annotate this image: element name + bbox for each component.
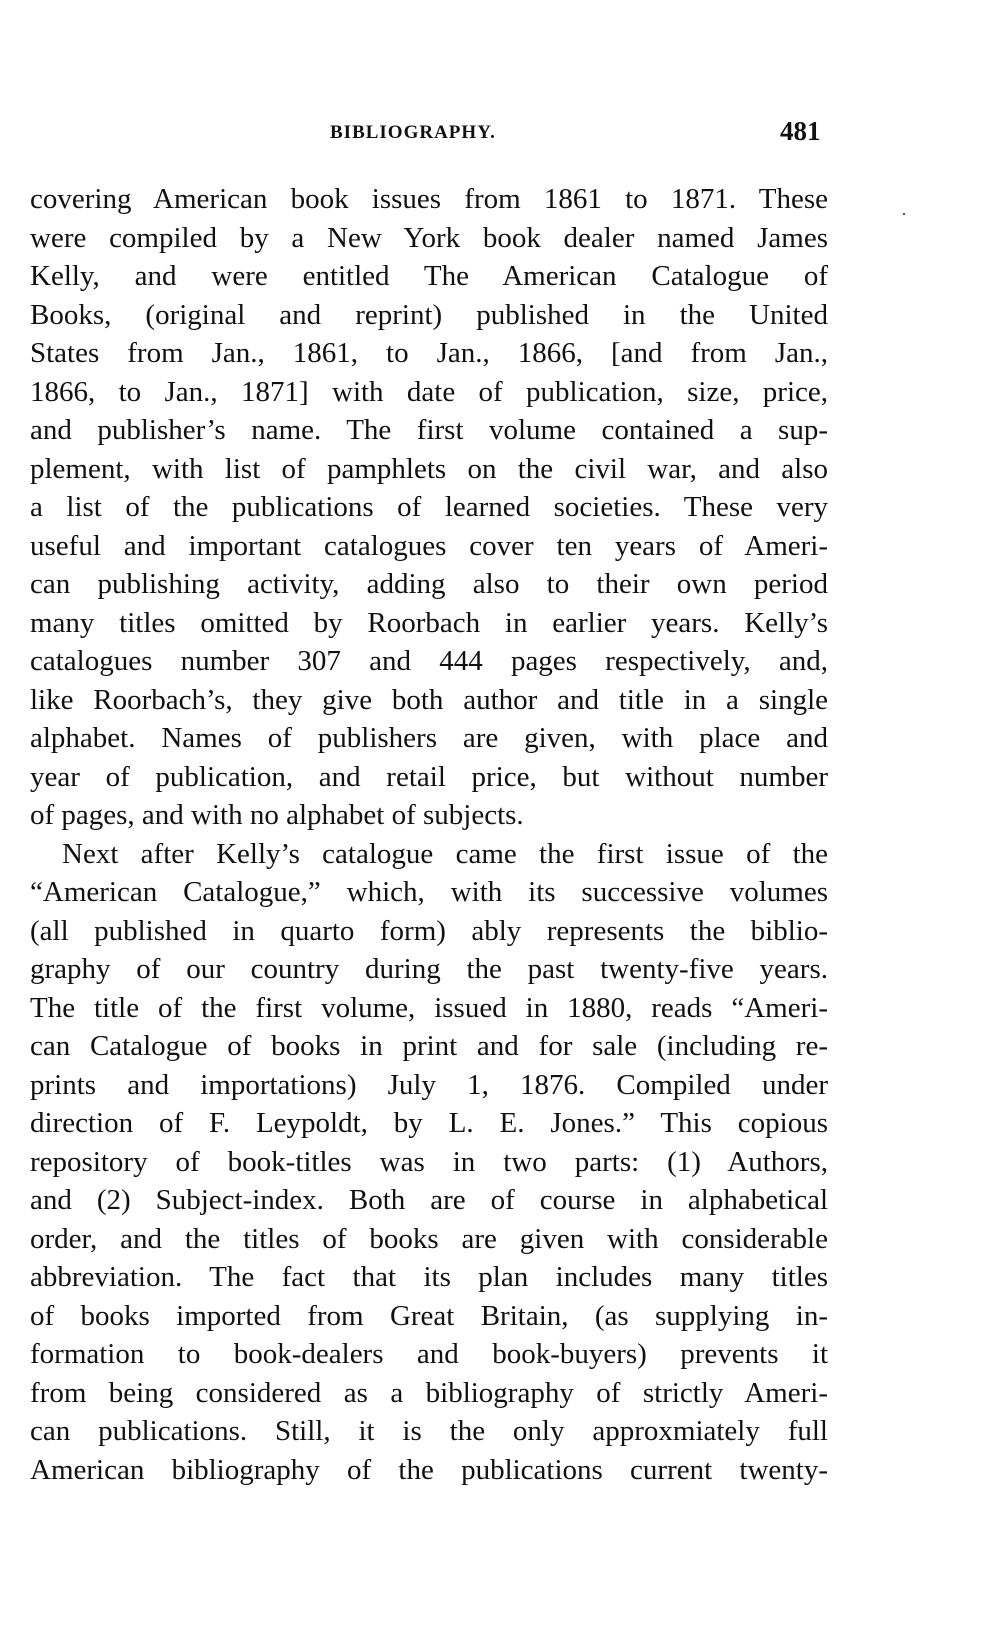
text-line: direction of F. Leypoldt, by L. E. Jones.” This copious <box>30 1107 828 1139</box>
text-line: abbreviation. The fact that its plan includes many titles <box>30 1261 828 1293</box>
text-line: and publisher’s name. The first volume contained a sup- <box>30 414 828 446</box>
text-line: The title of the first volume, issued in 1880, reads “Ameri- <box>30 991 828 1024</box>
text-line: Next after Kelly’s catalogue came the first issue of the <box>62 837 828 870</box>
text-line: States from Jan., 1861, to Jan., 1866, [and from Jan., <box>30 337 828 369</box>
text-line: a list of the publications of learned societies. These very <box>30 491 828 523</box>
text-line: useful and important catalogues cover ten years of Ameri- <box>30 529 828 562</box>
text-line: plement, with list of pamphlets on the civil war, and also <box>30 452 828 485</box>
text-line: prints and importations) July 1, 1876. Compiled under <box>30 1068 828 1101</box>
text-line: year of publication, and retail price, but without number <box>30 760 828 793</box>
text-line: repository of book-titles was in two parts: (1) Authors, <box>30 1145 828 1178</box>
text-line: and (2) Subject-index. Both are of course in alphabetical <box>30 1184 828 1216</box>
text-line: can publications. Still, it is the only approxmiately full <box>30 1415 828 1447</box>
text-line: can Catalogue of books in print and for sale (including re- <box>30 1030 828 1062</box>
text-line: 1866, to Jan., 1871] with date of publication, size, price, <box>30 375 828 408</box>
text-line: can publishing activity, adding also to their own period <box>30 568 828 600</box>
text-line: “American Catalogue,” which, with its successive volumes <box>30 876 828 908</box>
text-line: American bibliography of the publications current twenty- <box>30 1453 828 1486</box>
text-line: catalogues number 307 and 444 pages respectively, and, <box>30 645 828 677</box>
text-line: were compiled by a New York book dealer named James <box>30 221 828 254</box>
text-line: many titles omitted by Roorbach in earlier years. Kelly’s <box>30 606 828 639</box>
text-line: alphabet. Names of publishers are given, with place and <box>30 722 828 754</box>
running-head: BIBLIOGRAPHY. <box>330 122 496 143</box>
text-line: like Roorbach’s, they give both author and title in a single <box>30 683 828 716</box>
body-text <box>30 180 828 1489</box>
text-line: Kelly, and were entitled The American Catalogue of <box>30 260 828 292</box>
text-line: covering American book issues from 1861 to 1871. These <box>30 183 828 215</box>
text-line: (all published in quarto form) ably represents the biblio- <box>30 914 828 947</box>
text-line: order, and the titles of books are given with considerable <box>30 1222 828 1255</box>
text-line: formation to book-dealers and book-buyers) prevents it <box>30 1338 828 1370</box>
text-line: graphy of our country during the past twenty-five years. <box>30 953 828 985</box>
text-line: from being considered as a bibliography of strictly Ameri- <box>30 1376 828 1409</box>
scan-speck <box>903 213 905 215</box>
page-number: 481 <box>780 116 821 146</box>
text-line: of pages, and with no alphabet of subjects. <box>30 799 524 831</box>
text-line: of books imported from Great Britain, (as supplying in- <box>30 1299 828 1332</box>
text-line: Books, (original and reprint) published in the United <box>30 298 828 331</box>
